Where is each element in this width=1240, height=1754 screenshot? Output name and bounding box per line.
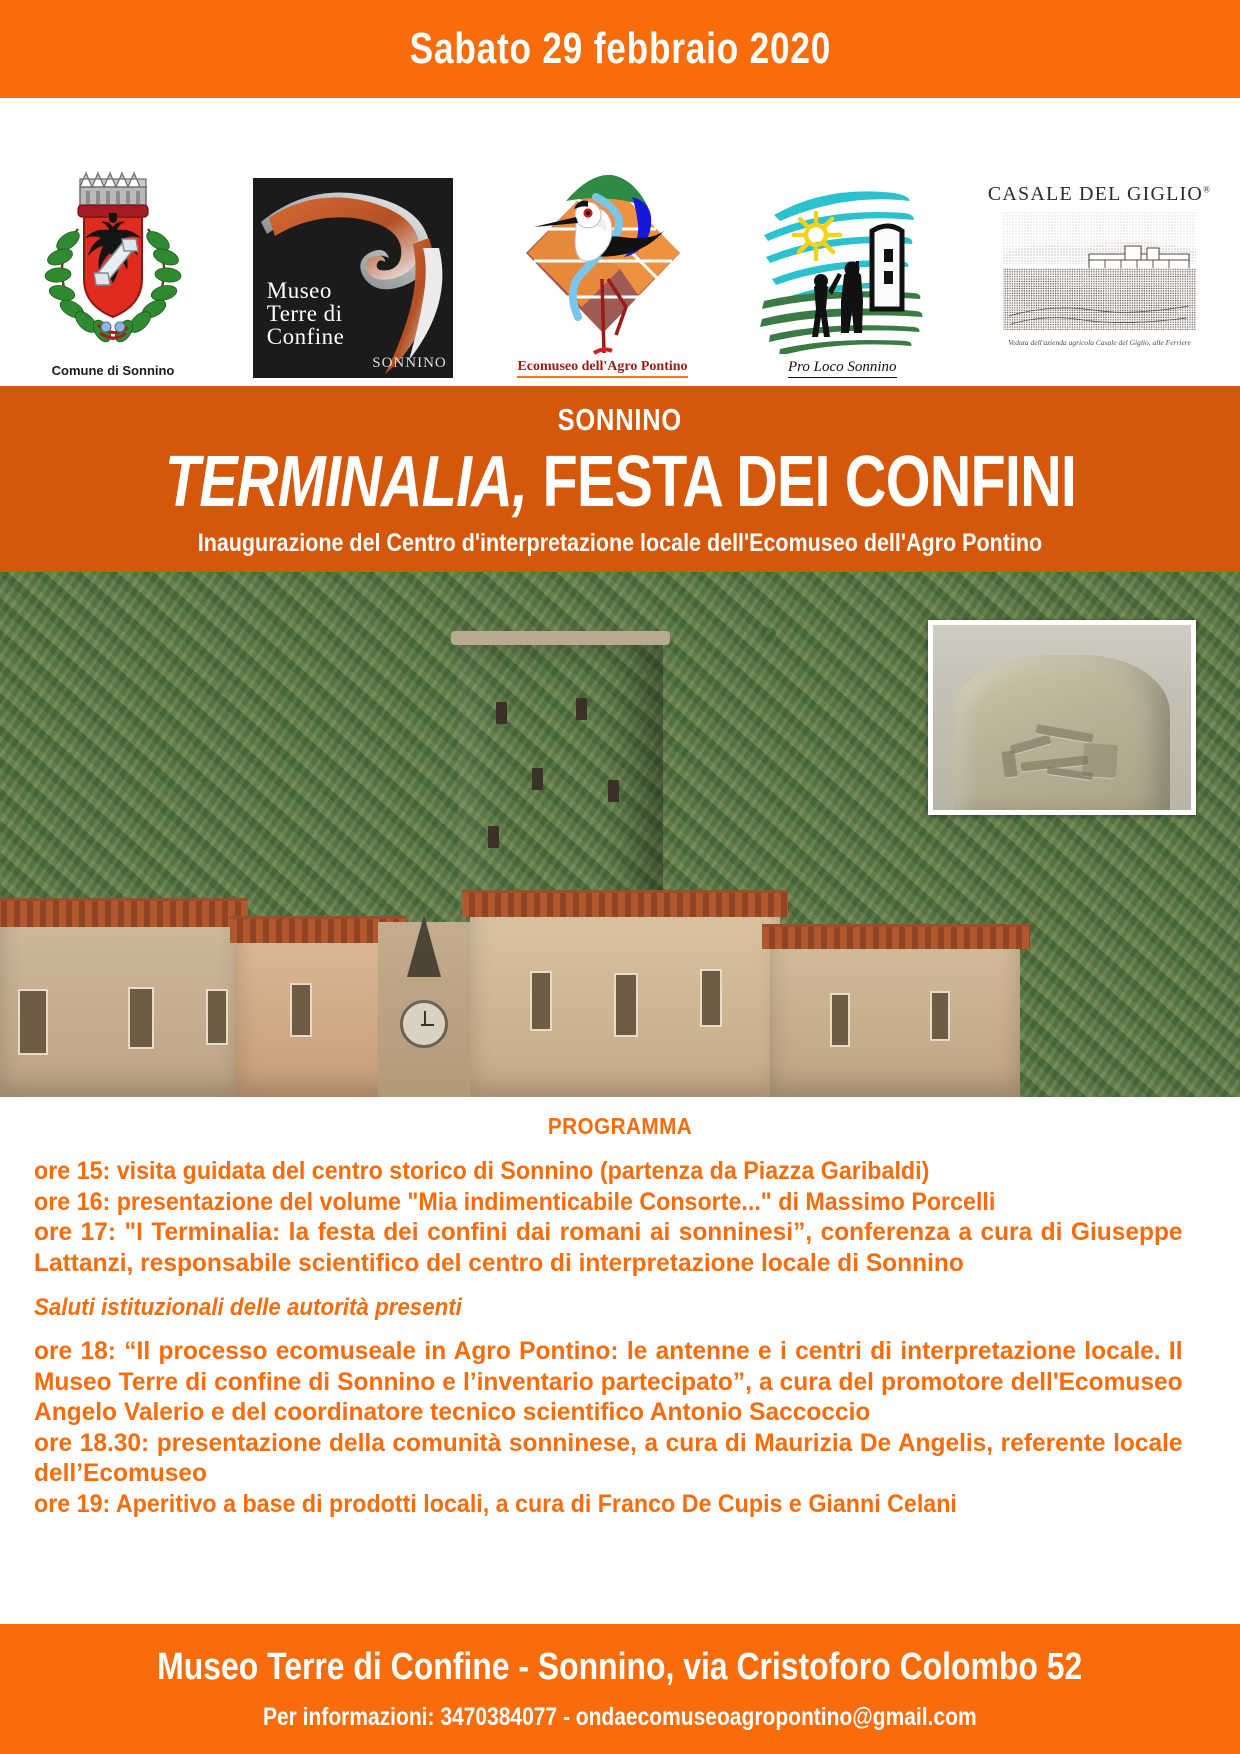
tower-window: [532, 768, 543, 790]
window: [700, 969, 722, 1027]
museo-logo-text: [267, 279, 345, 348]
tower-window: [496, 702, 507, 724]
event-title-rest: FESTA DEI CONFINI: [526, 442, 1076, 522]
programme-greetings-note: Saluti istituzionali delle autorità presenti: [34, 1294, 462, 1322]
logo-caption-comune: Comune di Sonnino: [51, 363, 175, 378]
footer-bar: [0, 1624, 1240, 1754]
title-subtitle-wrap: [0, 519, 1240, 558]
logo-casale-del-giglio: [987, 98, 1212, 382]
programme-lines: [34, 1156, 1206, 1278]
logo-pro-loco-sonnino: [752, 98, 932, 382]
window: [290, 983, 312, 1037]
clock-face: [400, 1000, 448, 1048]
casale-title-label: CASALE DEL GIGLIO: [987, 183, 1204, 205]
programme-item: ore 19: Aperitivo a base di prodotti locali, a cura di Franco De Cupis e Gianni Celani: [34, 1489, 957, 1518]
window: [530, 971, 552, 1031]
tower-window: [608, 780, 619, 802]
venue-address: Museo Terre di Confine - Sonnino, via Cristoforo Colombo 52: [157, 1646, 1083, 1688]
window: [830, 993, 850, 1047]
programme-item: ore 16: presentazione del volume "Mia indimenticabile Consorte..." di Massimo Porcelli: [34, 1187, 996, 1216]
window: [128, 987, 154, 1049]
casale-logo-icon: [987, 183, 1212, 378]
casale-title-text: [988, 183, 1211, 206]
logo-caption-proloco: Pro Loco Sonnino: [788, 359, 897, 378]
date-banner: [0, 0, 1240, 98]
title-main-wrap: [0, 438, 1240, 522]
tower-cap: [451, 631, 670, 645]
building-far-right: [770, 941, 1020, 1097]
programme-item: ore 15: visita guidata del centro storico di Sonnino (partenza da Piazza Garibaldi): [34, 1157, 930, 1186]
logo-caption-ecomuseo: Ecomuseo dell'Agro Pontino: [517, 359, 687, 378]
event-title-italic: TERMINALIA,: [164, 442, 527, 522]
historic-town-rooftops: [0, 867, 1240, 1097]
roof-left: [0, 898, 248, 927]
logo-ecomuseo-agro-pontino: [508, 98, 698, 382]
programme-section: [0, 1097, 1240, 1519]
comune-crest-icon: [28, 157, 198, 357]
title-city: SONNINO: [557, 402, 683, 437]
window: [614, 973, 638, 1037]
roof-far-right: [762, 924, 1030, 949]
casale-footline: Veduta dell'azienda agricola Casale del Giglio, alle Ferriere: [1008, 338, 1191, 347]
programme-heading: PROGRAMMA: [547, 1113, 693, 1140]
logo-museo-terre-di-confine: [253, 98, 453, 382]
ecomuseo-diamond-icon: [508, 157, 698, 357]
logo-comune-di-sonnino: [28, 98, 198, 382]
casale-engraving-icon: [997, 206, 1202, 336]
proloco-scene-icon: [752, 169, 932, 359]
event-date: Sabato 29 febbraio 2020: [409, 24, 831, 73]
title-city-wrap: [0, 402, 1240, 438]
window: [18, 989, 48, 1055]
clock-tower: [378, 922, 470, 1097]
programme-item: ore 18.30: presentazione della comunità sonninese, a cura di Maurizia De Angelis, referente locale dell’Ecomuseo: [34, 1428, 1183, 1488]
contact-info: Per informazioni: 3470384077 - ondaecomuseoagropontino@gmail.com: [263, 1703, 977, 1731]
programme-item: ore 18: “Il processo ecomuseale in Agro Pontino: le antenne e i centri di interpretazione locale. Il Museo Terre di confine di Sonnino e l’inventario partecipato”, a cura del promotore dell'Ecomuseo Angelo Valerio e del coordinatore tecnico scientifico Antonio Saccoccio: [34, 1337, 1183, 1427]
inset-photo-frame: [928, 620, 1196, 815]
roof-right: [462, 890, 788, 917]
museo-logo-icon: [253, 178, 453, 378]
window: [206, 989, 228, 1045]
programme-item: ore 17: "I Terminalia: la festa dei confini dai romani ai sonninesi”, conferenza a cura di Giuseppe Lattanzi, responsabile scientifico del centro di interpretazione locale di Sonnino: [34, 1218, 1183, 1277]
programme-lines-late: [34, 1336, 1206, 1519]
event-subtitle: Inaugurazione del Centro d'interpretazione locale dell'Ecomuseo dell'Agro Pontino: [197, 529, 1043, 558]
bell-spire: [407, 915, 441, 977]
museo-sublabel: SONNINO: [372, 355, 447, 371]
title-block: [0, 386, 1240, 572]
hero-photo: [0, 572, 1240, 1097]
sponsor-logo-strip: [0, 98, 1240, 386]
museo-line-1: Museo: [266, 278, 332, 303]
event-title: [164, 442, 1076, 522]
museo-line-2: Terre di: [266, 301, 343, 326]
window: [930, 991, 950, 1041]
building-middle: [236, 935, 396, 1097]
casale-registered-mark: ®: [1203, 184, 1212, 195]
inset-photo: [933, 625, 1191, 810]
museo-line-3: Confine: [266, 324, 345, 349]
tower-window: [488, 826, 499, 848]
tower-window: [576, 698, 587, 720]
